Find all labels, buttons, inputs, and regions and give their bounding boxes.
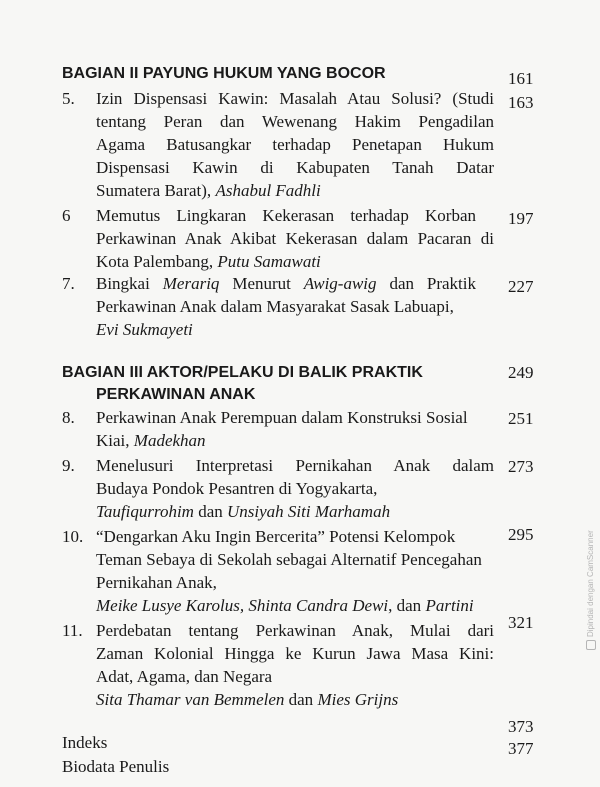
entry-author: Ashabul Fadhli [215, 181, 321, 200]
entry-page: 197 [508, 209, 534, 228]
entry-page: 321 [508, 613, 534, 632]
entry-number: 11. [62, 621, 83, 640]
part-page-2: 161 [508, 69, 534, 88]
part-page-3: 249 [508, 363, 534, 382]
entry-authors: Sita Thamar van Bemmelen dan Mies Grijns [96, 690, 399, 709]
entry-number: 8. [62, 408, 75, 427]
entry-title-line: Zaman Kolonial Hingga ke Kurun Jawa Masa Kini: [96, 644, 494, 663]
part-heading-3-cont: PERKAWINAN ANAK [96, 386, 256, 403]
entry-author: Madekhan [133, 431, 206, 450]
entry-page: 163 [508, 93, 534, 112]
entry-author: Putu Samawati [217, 252, 321, 271]
entry-authors: Meike Lusye Karolus, Shinta Candra Dewi, dan Partini [96, 596, 474, 615]
entry-page: 227 [508, 277, 534, 296]
entry-title-line: Dispensasi Kawin di Kabupaten Tanah Datar [96, 158, 494, 177]
entry-title-line: Menelusuri Interpretasi Pernikahan Anak dalam [96, 456, 494, 475]
entry-page: 251 [508, 409, 534, 428]
camscanner-icon [586, 640, 596, 650]
entry-title-line: Adat, Agama, dan Negara [96, 667, 273, 686]
biodata-page: 377 [508, 739, 534, 758]
entry-title-line: “Dengarkan Aku Ingin Bercerita” Potensi Kelompok [96, 527, 456, 546]
entry-title-line: Perkawinan Anak Akibat Kekerasan dalam Pacaran di [96, 229, 494, 248]
entry-title-line: Pernikahan Anak, [96, 573, 217, 592]
entry-page: 295 [508, 525, 534, 544]
entry-page: 273 [508, 457, 534, 476]
entry-title-line: Teman Sebaya di Sekolah sebagai Alternatif Pencegahan [96, 550, 482, 569]
entry-title-line: Izin Dispensasi Kawin: Masalah Atau Solusi? (Studi [96, 89, 494, 108]
entry-title-line: Kota Palembang, Putu Samawati [96, 252, 321, 271]
entry-authors: Taufiqurrohim dan Unsiyah Siti Marhamah [96, 502, 391, 521]
entry-title-line: tentang Peran dan Wewenang Hakim Pengadilan [96, 112, 494, 131]
part-heading-2: BAGIAN II PAYUNG HUKUM YANG BOCOR [62, 65, 386, 82]
entry-title-line: Perkawinan Anak dalam Masyarakat Sasak Labuapi, [96, 297, 454, 316]
entry-number: 7. [62, 274, 75, 293]
entry-title-line: Kiai, Madekhan [96, 431, 206, 450]
biodata-label[interactable]: Biodata Penulis [62, 757, 170, 776]
entry-author: Evi Sukmayeti [96, 320, 193, 339]
entry-number: 5. [62, 89, 75, 108]
entry-number: 6 [62, 206, 71, 225]
entry-title-line: Perdebatan tentang Perkawinan Anak, Mulai dari [96, 621, 494, 640]
entry-number: 10. [62, 527, 84, 546]
entry-title-line: Bingkai Merariq Menurut Awig-awig dan Praktik [96, 274, 477, 293]
index-page: 373 [508, 717, 534, 736]
entry-title-line: Sumatera Barat), Ashabul Fadhli [96, 181, 321, 200]
index-label[interactable]: Indeks [62, 733, 108, 752]
entry-title-line: Perkawinan Anak Perempuan dalam Konstruksi Sosial [96, 408, 468, 427]
entry-title-line: Agama Batusangkar terhadap Penetapan Hukum [96, 135, 494, 154]
entry-title-line: Memutus Lingkaran Kekerasan terhadap Korban [96, 206, 476, 225]
scanner-watermark: Dipindai dengan CamScanner [586, 530, 596, 650]
part-heading-3: BAGIAN III AKTOR/PELAKU DI BALIK PRAKTIK [62, 364, 423, 381]
entry-title-line: Budaya Pondok Pesantren di Yogyakarta, [96, 479, 378, 498]
entry-number: 9. [62, 456, 75, 475]
